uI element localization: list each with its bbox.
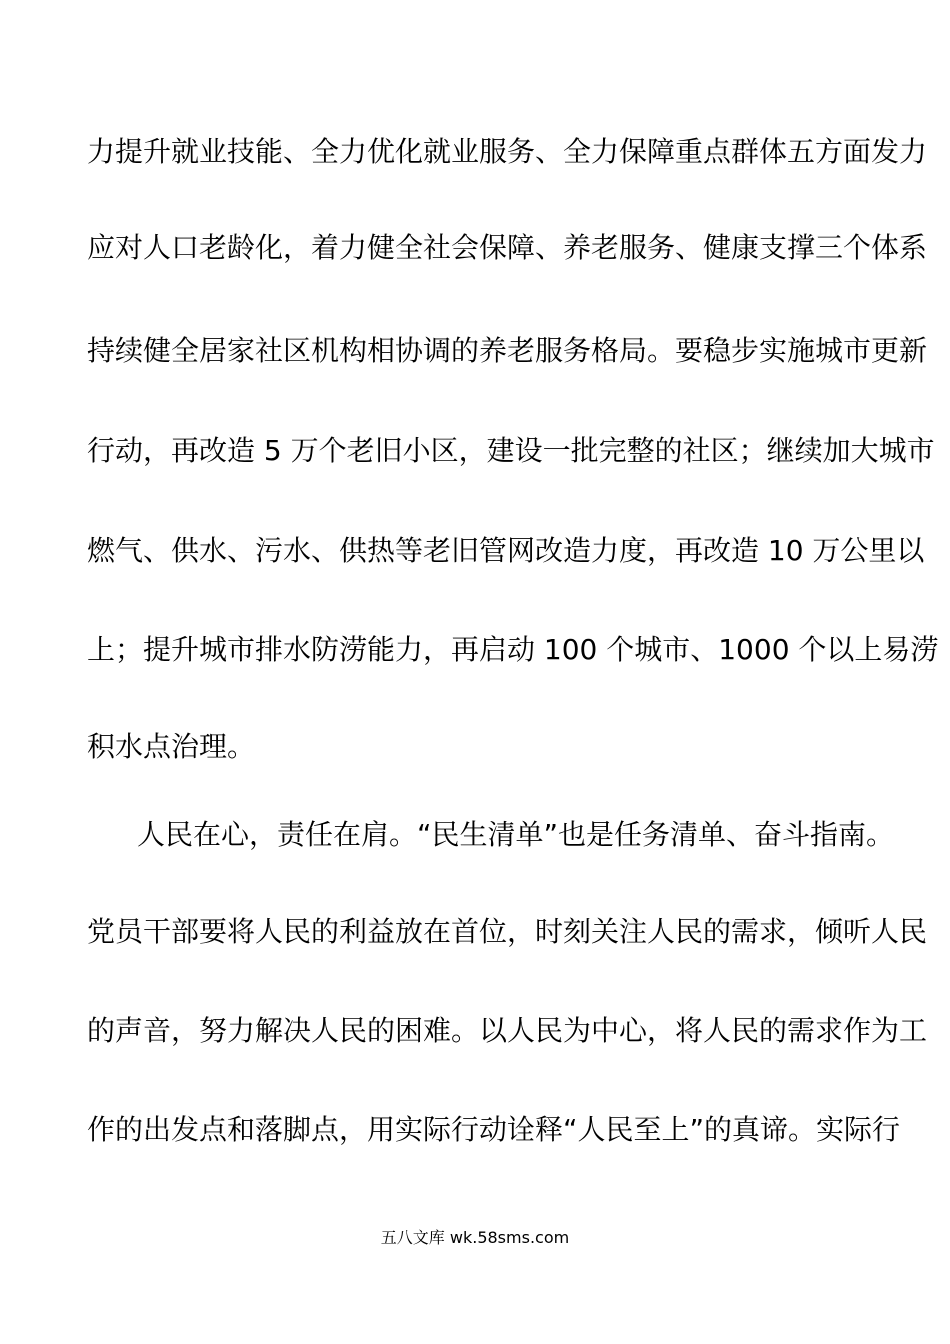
text-line-9: 党员干部要将人民的利益放在首位，时刻关注人民的需求，倾听人民 — [87, 915, 928, 948]
page-footer: 五八文库 wk.58sms.com — [380, 1228, 570, 1247]
text-line-10: 的声音，努力解决人民的困难。以人民为中心，将人民的需求作为工 — [87, 1014, 928, 1047]
text-line-6: 上；提升城市排水防涝能力，再启动 100 个城市、1000 个以上易涝 — [87, 633, 939, 666]
text-line-3: 持续健全居家社区机构相协调的养老服务格局。要稳步实施城市更新 — [87, 334, 928, 367]
text-line-5: 燃气、供水、污水、供热等老旧管网改造力度，再改造 10 万公里以 — [87, 534, 925, 567]
text-line-11: 作的出发点和落脚点，用实际行动诠释“人民至上”的真谛。实际行 — [87, 1113, 901, 1146]
text-line-2: 应对人口老龄化，着力健全社会保障、养老服务、健康支撑三个体系 — [87, 231, 928, 264]
text-line-4: 行动，再改造 5 万个老旧小区，建设一批完整的社区；继续加大城市 — [87, 434, 935, 467]
paragraph-2-first-line: 人民在心，责任在肩。“民生清单”也是任务清单、奋斗指南。 — [137, 818, 895, 851]
text-line-7: 积水点治理。 — [87, 730, 256, 763]
text-line-1: 力提升就业技能、全力优化就业服务、全力保障重点群体五方面发力 — [87, 135, 928, 168]
